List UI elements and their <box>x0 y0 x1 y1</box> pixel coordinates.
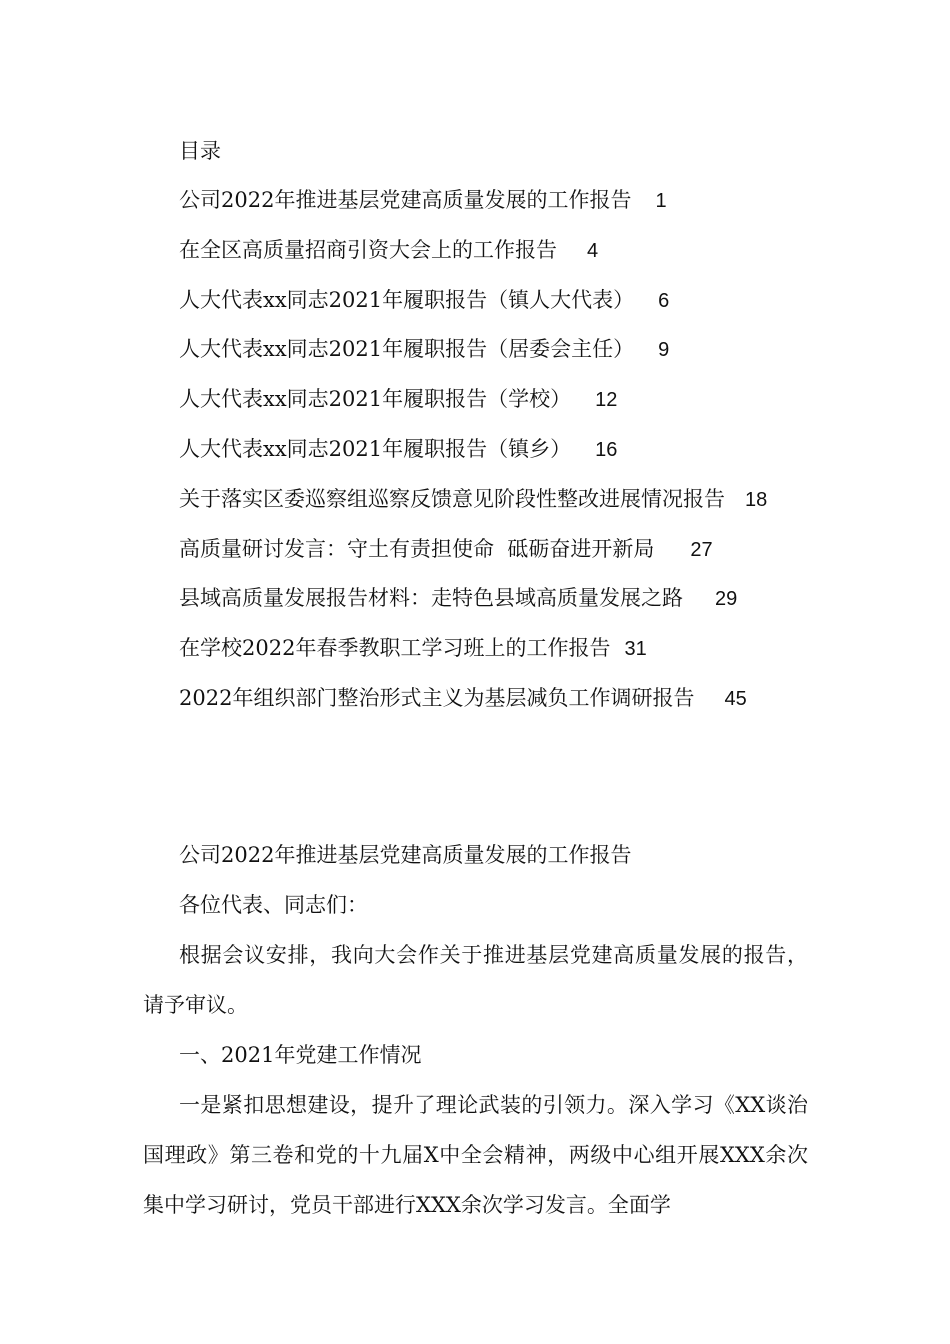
toc-item <box>179 434 767 484</box>
toc-list <box>179 185 767 733</box>
toc-item-title: 高质量研讨发言：守土有责担使命 砥砺奋进开新局 <box>179 536 655 561</box>
article-title: 公司2022年推进基层党建高质量发展的工作报告 <box>179 843 632 867</box>
toc-item-title: 人大代表xx同志2021年履职报告（学校） <box>179 387 572 412</box>
toc-item-page: 4 <box>587 239 599 262</box>
salutation: 各位代表、同志们： <box>179 893 368 917</box>
toc-title: 目录 <box>179 139 221 163</box>
toc-item-page: 27 <box>690 538 713 561</box>
toc-item-page: 29 <box>715 588 738 611</box>
toc-item <box>179 185 767 235</box>
toc-item-title: 在学校2022年春季教职工学习班上的工作报告 <box>179 636 611 661</box>
toc-item-title: 人大代表xx同志2021年履职报告（镇人大代表） <box>179 287 635 312</box>
intro-paragraph: 根据会议安排，我向大会作关于推进基层党建高质量发展的报告，请予审议。 <box>143 943 808 1017</box>
toc-item-title: 县域高质量发展报告材料：走特色县域高质量发展之路 <box>179 586 683 611</box>
toc-item-title: 2022年组织部门整治形式主义为基层减负工作调研报告 <box>179 685 695 710</box>
toc-item-title: 在全区高质量招商引资大会上的工作报告 <box>179 237 557 262</box>
article-body <box>143 830 808 1230</box>
toc-item-page: 9 <box>658 339 670 362</box>
toc-item-page: 18 <box>745 488 768 511</box>
toc-item <box>179 235 767 285</box>
toc-item <box>179 683 767 733</box>
toc-item-title: 人大代表xx同志2021年履职报告（居委会主任） <box>179 337 635 362</box>
toc-item <box>179 285 767 335</box>
toc-item <box>179 334 767 384</box>
toc-item <box>179 384 767 434</box>
toc-item-page: 45 <box>724 687 747 710</box>
toc-item-page: 1 <box>655 190 667 212</box>
toc-item-title: 公司2022年推进基层党建高质量发展的工作报告 <box>179 188 632 212</box>
toc-item <box>179 484 767 534</box>
toc-item <box>179 534 767 584</box>
section-heading: 一、2021年党建工作情况 <box>179 1043 422 1067</box>
toc-item-page: 6 <box>658 289 670 312</box>
toc-item <box>179 633 767 683</box>
toc-item-title: 人大代表xx同志2021年履职报告（镇乡） <box>179 436 572 461</box>
toc-item <box>179 583 767 633</box>
toc-item-page: 12 <box>595 389 618 412</box>
toc-item-page: 31 <box>624 638 647 661</box>
toc-item-title: 关于落实区委巡察组巡察反馈意见阶段性整改进展情况报告 <box>179 486 725 511</box>
body-paragraph: 一是紧扣思想建设，提升了理论武装的引领力。深入学习《XX谈治国理政》第三卷和党的十九届X中全会精神，两级中心组开展XXX余次集中学习研讨，党员干部进行XXX余次学习发言。全面学 <box>143 1093 808 1217</box>
toc-item-page: 16 <box>595 438 618 461</box>
